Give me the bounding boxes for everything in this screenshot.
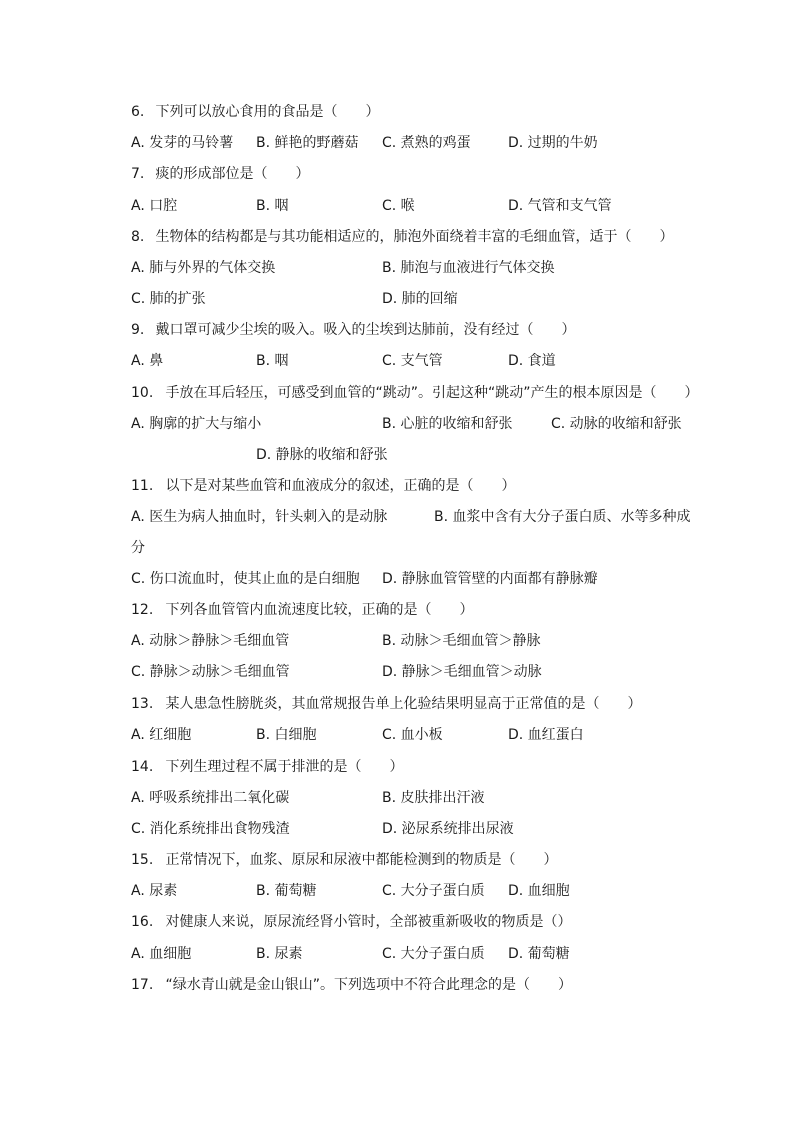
option: C. 大分子蛋白质: [382, 883, 485, 899]
option: C. 静脉＞动脉＞毛细血管: [131, 664, 290, 680]
option: B. 鲜艳的野蘑菇: [256, 135, 359, 151]
option: C. 喉: [382, 198, 415, 214]
question-number: 8.: [131, 229, 145, 245]
option: B. 皮肤排出汗液: [382, 790, 485, 806]
question-12: [131, 601, 473, 619]
option: D. 静脉血管管壁的内面都有静脉瓣: [382, 571, 598, 587]
question-number: 17.: [131, 977, 154, 993]
option: A. 动脉＞静脉＞毛细血管: [131, 633, 290, 649]
question-17: [131, 976, 572, 994]
question-number: 15.: [131, 852, 154, 868]
option: B. 葡萄糖: [256, 883, 317, 899]
option: A. 血细胞: [131, 946, 192, 962]
option: D. 葡萄糖: [508, 946, 570, 962]
question-number: 6.: [131, 104, 145, 120]
question-11: [131, 477, 515, 495]
question-stem: 手放在耳后轻压，可感受到血管的“跳动”。引起这种“跳动”产生的根本原因是（ ）: [165, 385, 699, 401]
option: D. 气管和支气管: [508, 198, 612, 214]
question-number: 13.: [131, 696, 154, 712]
question-stem: 对健康人来说，原尿流经肾小管时，全部被重新吸收的物质是（）: [165, 914, 572, 930]
option: C. 动脉的收缩和舒张: [551, 416, 682, 432]
option: B. 尿素: [256, 946, 303, 962]
option: C. 大分子蛋白质: [382, 946, 485, 962]
option: B. 心脏的收缩和舒张: [382, 416, 513, 432]
question-number: 16.: [131, 914, 154, 930]
question-16: [131, 913, 571, 931]
question-10: [131, 384, 698, 402]
option: A. 肺与外界的气体交换: [131, 260, 276, 276]
question-8: [131, 228, 673, 246]
question-7: [131, 165, 309, 183]
question-stem: 下列可以放心食用的食品是（ ）: [155, 104, 380, 120]
question-stem: 下列各血管管内血流速度比较，正确的是（ ）: [165, 602, 474, 618]
option: B. 动脉＞毛细血管＞静脉: [382, 633, 541, 649]
option: D. 血细胞: [508, 883, 570, 899]
option: A. 医生为病人抽血时，针头刺入的是动脉: [131, 509, 388, 525]
option: B. 咽: [256, 353, 289, 369]
option: A. 口腔: [131, 198, 178, 214]
option: B. 咽: [256, 198, 289, 214]
option: D. 静脉的收缩和舒张: [256, 447, 388, 463]
option: C. 消化系统排出食物残渣: [131, 821, 290, 837]
option: D. 过期的牛奶: [508, 135, 598, 151]
question-number: 12.: [131, 602, 154, 618]
question-number: 11.: [131, 478, 154, 494]
question-number: 14.: [131, 759, 154, 775]
question-14: [131, 758, 403, 776]
question-stem: 痰的形成部位是（ ）: [155, 166, 310, 182]
option: D. 静脉＞毛细血管＞动脉: [382, 664, 542, 680]
option: A. 胸廓的扩大与缩小: [131, 416, 262, 432]
option: A. 呼吸系统排出二氧化碳: [131, 790, 290, 806]
question-13: [131, 695, 641, 713]
option: C. 肺的扩张: [131, 291, 206, 307]
question-stem: 正常情况下，血浆、原尿和尿液中都能检测到的物质是（ ）: [165, 852, 558, 868]
question-stem: 下列生理过程不属于排泄的是（ ）: [165, 759, 404, 775]
option: C. 支气管: [382, 353, 443, 369]
question-stem: 生物体的结构都是与其功能相适应的，肺泡外面绕着丰富的毛细血管，适于（ ）: [155, 229, 674, 245]
option: C. 伤口流血时，使其止血的是白细胞: [131, 571, 360, 587]
question-number: 7.: [131, 166, 145, 182]
option: A. 发芽的马铃薯: [131, 135, 234, 151]
option: A. 尿素: [131, 883, 178, 899]
question-stem: 以下是对某些血管和血液成分的叙述，正确的是（ ）: [165, 478, 516, 494]
question-number: 9.: [131, 322, 145, 338]
option: C. 血小板: [382, 727, 443, 743]
option: C. 煮熟的鸡蛋: [382, 135, 471, 151]
option: D. 肺的回缩: [382, 291, 458, 307]
question-stem: 戴口罩可减少尘埃的吸入。吸入的尘埃到达肺前，没有经过（ ）: [155, 322, 576, 338]
option: B. 白细胞: [256, 727, 317, 743]
option-continuation: 分: [131, 540, 145, 556]
question-9: [131, 321, 575, 339]
question-6: [131, 103, 379, 121]
question-stem: “绿水青山就是金山银山”。下列选项中不符合此理念的是（ ）: [165, 977, 572, 993]
option: D. 食道: [508, 353, 556, 369]
option: A. 红细胞: [131, 727, 192, 743]
question-stem: 某人患急性膀胱炎，其血常规报告单上化验结果明显高于正常值的是（ ）: [165, 696, 642, 712]
option: B. 血浆中含有大分子蛋白质、水等多种成: [434, 509, 691, 525]
option: D. 泌尿系统排出尿液: [382, 821, 514, 837]
option: D. 血红蛋白: [508, 727, 584, 743]
question-15: [131, 851, 557, 869]
option: A. 鼻: [131, 353, 164, 369]
option: B. 肺泡与血液进行气体交换: [382, 260, 555, 276]
question-number: 10.: [131, 385, 154, 401]
